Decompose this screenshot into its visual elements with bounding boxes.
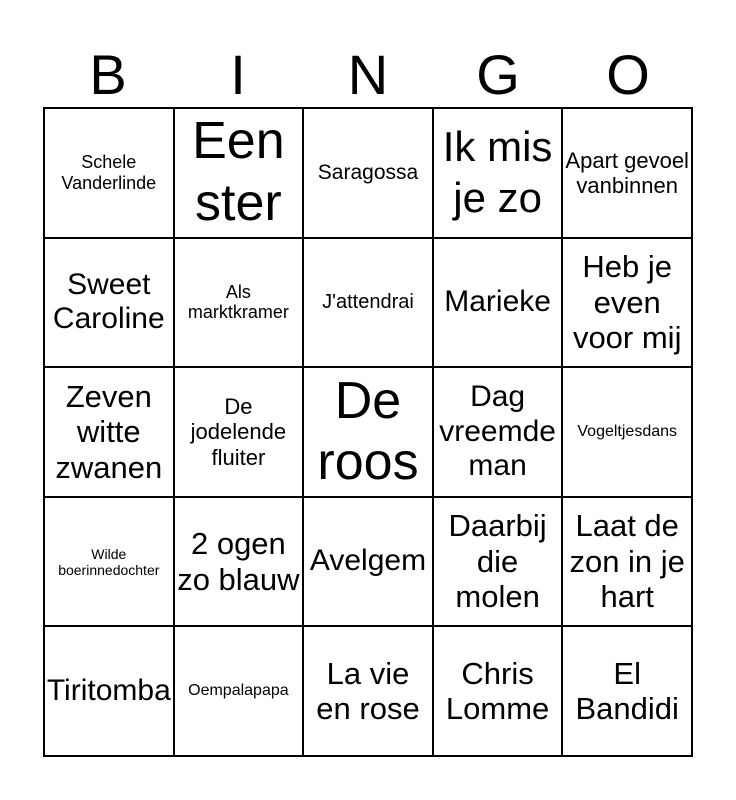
- bingo-cell[interactable]: [304, 109, 434, 239]
- cell-text: De roos: [317, 371, 419, 491]
- cell-text: Daarbij die molen: [448, 508, 547, 615]
- bingo-header: [43, 42, 693, 108]
- cell-text: Dag vreemde man: [439, 380, 556, 483]
- bingo-cell[interactable]: [45, 627, 175, 757]
- cell-text: Heb je even voor mij: [572, 248, 682, 356]
- header-letter-n: N: [347, 43, 389, 106]
- header-letter-b: B: [89, 43, 127, 106]
- bingo-cell[interactable]: [45, 239, 175, 369]
- cell-text: Zeven witte zwanen: [55, 378, 163, 485]
- bingo-cell[interactable]: [434, 109, 564, 239]
- cell-text: Chris Lomme: [445, 655, 550, 727]
- header-letter-i: I: [230, 43, 246, 106]
- bingo-cell[interactable]: [563, 368, 693, 498]
- bingo-cell[interactable]: [434, 368, 564, 498]
- cell-text: Laat de zon in je hart: [569, 508, 685, 615]
- cell-text: Vogeltjesdans: [577, 422, 678, 440]
- bingo-cell[interactable]: [304, 239, 434, 369]
- bingo-cell[interactable]: [175, 109, 305, 239]
- cell-text: Schele Vanderlinde: [61, 152, 157, 193]
- bingo-cell[interactable]: [563, 109, 693, 239]
- bingo-cell[interactable]: [175, 627, 305, 757]
- bingo-cell[interactable]: [434, 239, 564, 369]
- header-letter-g: G: [476, 43, 520, 106]
- bingo-cell[interactable]: [175, 498, 305, 628]
- cell-text: Marieke: [444, 285, 551, 319]
- cell-text: Wilde boerinnedochter: [58, 545, 160, 578]
- cell-text: Saragossa: [317, 160, 419, 184]
- bingo-cell[interactable]: [45, 498, 175, 628]
- cell-text: Ik mis je zo: [442, 123, 553, 221]
- bingo-cell[interactable]: [563, 498, 693, 628]
- cell-text: Een ster: [192, 112, 285, 232]
- cell-text: Sweet Caroline: [52, 267, 165, 336]
- header-letter-o: O: [606, 43, 650, 106]
- bingo-cell[interactable]: [45, 109, 175, 239]
- cell-text: El Bandidi: [575, 655, 679, 727]
- bingo-cell[interactable]: [175, 368, 305, 498]
- cell-text: 2 ogen zo blauw: [177, 525, 300, 597]
- bingo-cell[interactable]: [45, 368, 175, 498]
- bingo-cell[interactable]: [304, 368, 434, 498]
- cell-text: Tiritomba: [46, 673, 171, 707]
- cell-text: Oempalapapa: [188, 682, 289, 699]
- cell-text: J'attendrai: [322, 290, 414, 313]
- bingo-cell[interactable]: [304, 627, 434, 757]
- bingo-card: [43, 107, 693, 757]
- cell-text: De jodelende fluiter: [190, 394, 287, 470]
- cell-text: Avelgem: [309, 544, 427, 578]
- bingo-cell[interactable]: [175, 239, 305, 369]
- bingo-cell[interactable]: [434, 627, 564, 757]
- cell-text: Als marktkramer: [187, 281, 289, 323]
- cell-text: La vie en rose: [316, 655, 420, 727]
- cell-text: Apart gevoel vanbinnen: [565, 147, 689, 198]
- bingo-cell[interactable]: [304, 498, 434, 628]
- bingo-cell[interactable]: [434, 498, 564, 628]
- bingo-cell[interactable]: [563, 239, 693, 369]
- bingo-cell[interactable]: [563, 627, 693, 757]
